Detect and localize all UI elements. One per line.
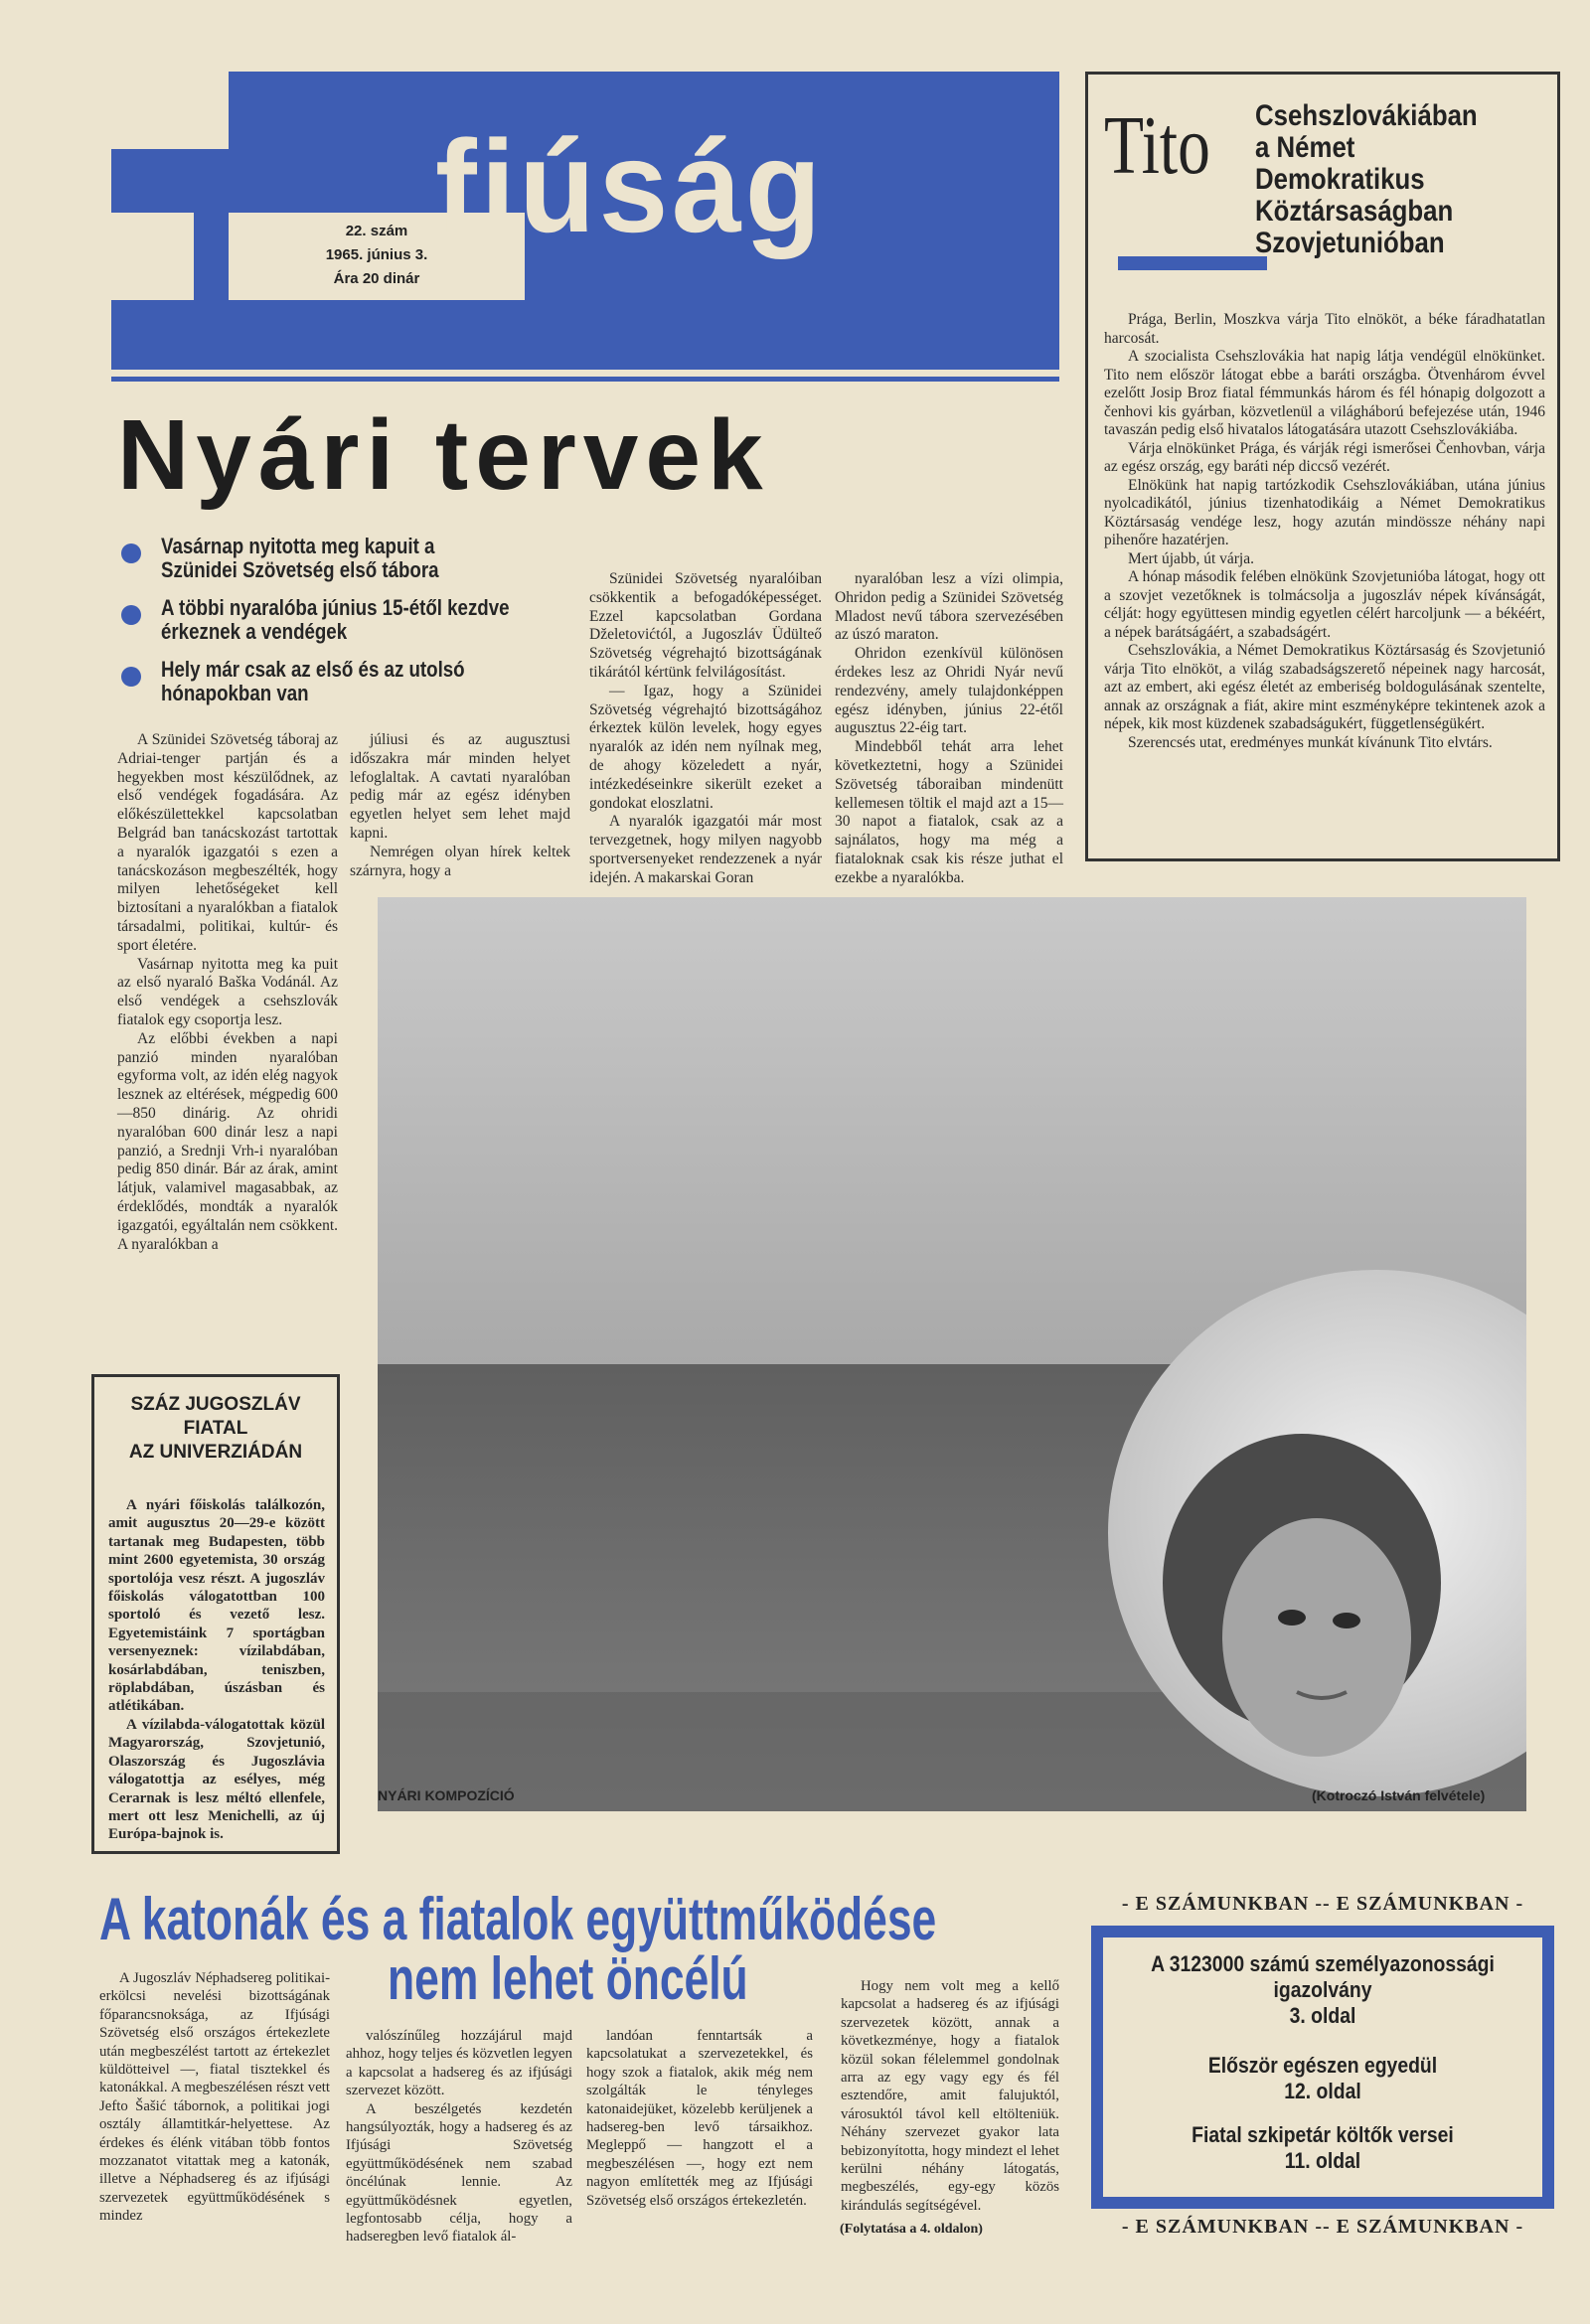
contents-item: Először egészen egyedül 12. oldal	[1207, 2053, 1438, 2103]
continuation-note: (Folytatása a 4. oldalon)	[840, 2222, 983, 2237]
article-column-2: júliusi és az augusztusi időszakra már minden helyet lefoglaltak. A cavtati nyaralóban pedig már az egész idényben egyetlen helyet sem lehet majd kapni. Nemrégen olyan hírek keltek szárnyra, hogy a	[350, 731, 570, 879]
universiade-body: A nyári főiskolás találkozón, amit augusztus 20—29-e között tartanak meg Budapesten, több mint 2600 egyetemista, 30 ország sportolója vesz részt. A jugoszláv főiskolás válogatottban 100 sportoló és vezető lesz. Egyetemistáink 7 sportágban versenyeznek: vízilabdában, kosárlabdában, teniszben, röplabdában, úszásban és atlétikában. A vízilabda-válogatottak közül Magyarország, Szovjetunió, Olaszország és Jugoszlávia válogatottja az esélyes, még Cerarnak is lesz méltó ellenfele, mert ott lesz Menichelli, az új Európa-bajnok is.	[108, 1497, 325, 1843]
newspaper-logo: fjúság	[435, 113, 826, 259]
photo-image	[378, 897, 1526, 1811]
contents-banner-bottom: - E SZÁMUNKBAN -- E SZÁMUNKBAN -	[1121, 2216, 1524, 2238]
tito-article-box	[1085, 72, 1560, 861]
issue-price: Ára 20 dinár	[333, 270, 420, 287]
bottom-column-3: landóan fenntartsák a kapcsolatukat a szervezetekkel, és hogy szok a fiatalok, akik még nem szolgálták le tényleges katonaidejüket, közelebb kerüljenek a hadsereg-ben levő társaikhoz. Megleppő — hangzott el a megbeszélésen —, hogy ezt nem nagyon említették meg az Ifjúsági Szövetség első országos értekezletén.	[586, 2028, 813, 2209]
issue-number: 22. szám	[345, 223, 408, 239]
photo-credit: (Kotroczó István felvétele)	[1312, 1787, 1486, 1803]
tito-headline: Csehszlovákiában a Német Demokratikus Köztársaságban Szovjetunióban	[1255, 99, 1478, 259]
issue-date: 1965. június 3.	[325, 246, 428, 263]
contents-box	[1091, 1926, 1554, 2209]
bottom-column-4: Hogy nem volt meg a kellő kapcsolat a hadsereg és az ifjúsági szervezetek között, annak a következménye, hogy a fiatalok közül sokan félelemmel gondolnak arra az egy vagy egy és fél esztendőre, amit falujuktól, városuktól távol kell eltölteniük. Néhány szervezet gyakor lata bebizonyította, hogy mindezt el lehet kerülni néhány látogatás, megbeszélés, egy-egy közös kirándulás segítségével.	[841, 1978, 1059, 2214]
masthead-logo-block	[111, 72, 1059, 370]
tito-name: Tito	[1104, 99, 1210, 192]
masthead-rule	[111, 377, 1059, 382]
article-column-3: Szünidei Szövetség nyaralóiban csökkentik a befogadóképességet. Ezzel kapcsolatban Gordana Dželetovićtól, a Jugoszláv Üdülteő Szövetség végrehajtó bizottságának tikárától kértünk felvilágosítást. — Igaz, hogy a Szünidei Szövetség végrehajtó bizottságához érkeztek külön levelek, hogy egyes nyaralók az idén nem nyílnak meg, de ahogy közeledett a nyár, intézkedéseinkre sikerült ezeket a gondokat eloszlatni. A nyaralók igazgatói már most tervezgetnek, hogy milyen nagyobb sportversenyeket rendezzenek a nyár idején. A makarskai Goran	[589, 570, 822, 886]
universiade-headline: SZÁZ JUGOSZLÁV FIATAL AZ UNIVERZIÁDÁN	[128, 1394, 303, 1463]
contents-banner-top: - E SZÁMUNKBAN -- E SZÁMUNKBAN -	[1121, 1893, 1524, 1915]
bullet-icon	[121, 543, 141, 563]
bullet-icon	[121, 667, 141, 687]
summer-photo	[378, 897, 1526, 1811]
tito-article-body: Prága, Berlin, Moszkva várja Tito elnököt, a béke fáradhatatlan harcosát. A szocialista Csehszlovákia hat napig látja vendégül elnökünket. Tito nem először látogat ebbe a baráti országba. Ötvenhárom évvel ezelőtt Josip Broz fiatal fémmunkás három és fél hónapig dolgozott a čenhovi kis gyárban, közvetlenül a világháború befejezése után, 1946 tavaszán pedig első hivatalos látogatására utazott Csehszlovákiába. Várja elnökünket Prága, és várják régi ismerősei Čenhovban, várja az egész ország, egy baráti nép diccső vezérét. Elnökünk hat napig tartózkodik Csehszlovákiában, utána június nyolcadikától, június tizenhatodikáig a Német Demokratikus Köztársaság vendége lesz, hogy azután mindössze néhány napi pihenőre hazatérjen. Mert újabb, út várja. A hónap második felében elnökünk Szovjetunióba látogat, hogy ott a szovjet vezetőknek is tolmácsolja a jugoszláv népek kívánságát, célját: hogy együttesen mindig egyetlen célért harcoljunk — a békéért, a népek barátságáért, a szabadságért. Csehszlovákia, a Német Demokratikus Köztársaság és Szovjetunió várja Tito elnököt, a világ szabadságszerető népeinek nagy harcosát, azt az embert, aki egész életét az emberiség boldogulásának szentelte, annak az országnak a fiát, akire mint eszményképre tekintenek azok a népek, kik most küzdenek szabadságukért, függetlenségükért. Szerencsés utat, eredményes munkát kívánunk Tito elvtárs.	[1104, 311, 1545, 751]
bullet-icon	[121, 605, 141, 625]
article-column-1: A Szünidei Szövetség táboraj az Adriai-tenger partján és a hegyekben most készülődnek, az első vendégek fogadására. Az előkészülettekkel kapcsolatban Belgrád ban tanácskozást tartottak a nyaralók igazgatói s ezen a tanácskozáson megbeszélték, hogy milyen lehetőségeket kell biztosítani a nyaralókban a fiatalok társadalmi, politikai, kultúr- és sport életére. Vasárnap nyitotta meg ka puit az első nyaraló Baška Vodánál. Az első vendégek a csehszlovák fiatalok egy csoportja lesz. Az előbbi években a napi panzió minden nyaralóban egyforma volt, az idén elég nagyok lesznek az eltérések, mégpedig 600—850 dinárig. Az ohridi nyaralóban 600 dinár lesz a napi panzió, a Srednji Vrh-i nyaralóban pedig 850 dinár. Bár az árak, amint látjuk, valamivel magasabbak, az érdeklődés, mondták a nyaralók igazgatói, egyáltalán nem csökkent. A nyaralókban a	[117, 731, 338, 1253]
bottom-headline-line-2: nem lehet öncélú	[388, 1945, 748, 2012]
photo-caption: NYÁRI KOMPOZÍCIÓ	[378, 1787, 515, 1803]
tito-accent-bar	[1118, 256, 1267, 270]
contents-item: A 3123000 számú személyazonossági igazolvány 3. oldal	[1151, 1951, 1495, 2028]
article-column-4: nyaralóban lesz a vízi olimpia, Ohridon pedig a Szünidei Szövetség Mladost nevű tábora szervezésében az úszó maraton. Ohridon ezenkívül különösen érdekes lesz az Ohridi Nyár nevű rendezvény, amely tulajdonképpen egész idényben, június 22-étől augusztus 22-éig tart. Mindebből tehát arra lehet következtetni, hogy a Szünidei Szövetség táboraiban mindenütt kellemesen töltik el majd azt a 15—30 napot a fiatalok, csak az a sajnálatos, hogy ma még a fiataloknak csak kis része juthat el ezekbe a nyaralókba.	[835, 570, 1063, 886]
bottom-headline-line-1: A katonák és a fiatalok együttműködése	[99, 1886, 937, 1952]
contents-item: Fiatal szkipetár költők versei 11. oldal	[1192, 2122, 1454, 2173]
main-headline: Nyári tervek	[117, 399, 770, 511]
bottom-column-1: A Jugoszláv Néphadsereg politikai-erkölcsi nevelési bizottságának főparancsnoksága, az Ifjúsági Szövetség első országos értekezlete után megbeszélést tartott az értekezlet küldötteivel —, fiatal tisztekkel és katonákkal. A megbeszélésen részt vett Jefto Šašić tábornok, a politikai jogi osztály államtitkár-helyettese. Az érdekes és élénk vitában több fontos mozzanatot vitattak meg a katonák, illetve a Néphadsereg és az ifjúsági szervezetek együttműködésének s mindez	[99, 1970, 330, 2225]
universiade-box	[91, 1374, 340, 1854]
bottom-column-2: valószínűleg hozzájárul majd ahhoz, hogy teljes és közvetlen legyen a kapcsolat a hadsereg és az ifjúsági szervezet között. A beszélgetés kezdetén hangsúlyozták, hogy a hadsereg és az Ifjúsági Szövetség együttműködésének nem szabad öncélúnak lennie. Az együttműködésnek egyetlen, legfontosabb célja, hogy a hadseregben levő fiatalok ál-	[346, 2028, 572, 2246]
